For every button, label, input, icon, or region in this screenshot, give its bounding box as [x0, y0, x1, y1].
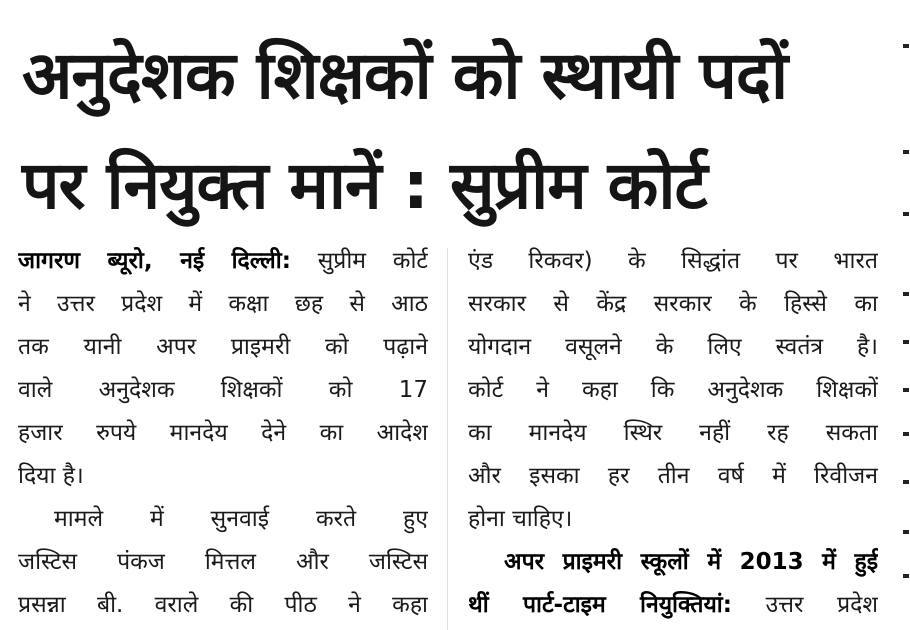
body-line: हजार रुपये मानदेय देने का आदेश: [18, 420, 428, 446]
article-left-column: [18, 240, 428, 627]
edge-fragment: [903, 44, 909, 48]
body-line: तक यानी अपर प्राइमरी को पढ़ाने: [18, 334, 428, 360]
edge-fragment: [903, 530, 909, 534]
subheading-line-2: [468, 584, 878, 627]
body-line: और इसका हर तीन वर्ष में रिवीजन: [468, 463, 878, 489]
body-line: वाले अनुदेशक शिक्षकों को 17: [18, 377, 428, 403]
body-line: का मानदेय स्थिर नहीं रह सकता: [468, 420, 878, 446]
article-right-column: [468, 240, 878, 627]
edge-fragment: [903, 574, 909, 578]
edge-fragment: [903, 480, 909, 484]
paragraph-start-line: मामले में सुनवाई करते हुए: [54, 506, 428, 532]
body-line: होना चाहिए।: [468, 506, 573, 532]
body-text: उत्तर प्रदेश: [765, 592, 878, 618]
dateline: जागरण ब्यूरो, नई दिल्ली:: [18, 248, 291, 274]
edge-fragment: [903, 432, 909, 436]
body-line: दिया है।: [18, 463, 84, 489]
body-line: एंड रिकवर) के सिद्धांत पर भारत: [468, 248, 878, 274]
headline-line-2: पर नियुक्त मानें : सुप्रीम कोर्ट: [22, 147, 707, 224]
body-line: [18, 240, 428, 283]
body-line: सरकार से केंद्र सरकार के हिस्से का: [468, 291, 878, 317]
subheading-text: थीं पार्ट-टाइम नियुक्तियां:: [468, 592, 732, 618]
headline-line-1: अनुदेशक शिक्षकों को स्थायी पदों: [22, 37, 788, 114]
edge-fragment: [903, 340, 909, 344]
body-text: सुप्रीम कोर्ट: [317, 248, 428, 274]
adjacent-column-edge: [898, 0, 910, 630]
edge-fragment: [903, 150, 909, 154]
edge-fragment: [903, 292, 909, 296]
body-line: ने उत्तर प्रदेश में कक्षा छह से आठ: [18, 291, 428, 317]
edge-fragment: [903, 212, 909, 216]
body-line: योगदान वसूलने के लिए स्वतंत्र है।: [468, 334, 878, 360]
subheading-line-1: अपर प्राइमरी स्कूलों में 2013 में हुई: [504, 549, 878, 575]
body-line: कोर्ट ने कहा कि अनुदेशक शिक्षकों: [468, 377, 878, 403]
column-divider: [447, 248, 448, 630]
body-line: जस्टिस पंकज मित्तल और जस्टिस: [18, 549, 428, 575]
body-line: प्रसन्ना बी. वराले की पीठ ने कहा: [18, 592, 428, 618]
edge-fragment: [903, 388, 909, 392]
